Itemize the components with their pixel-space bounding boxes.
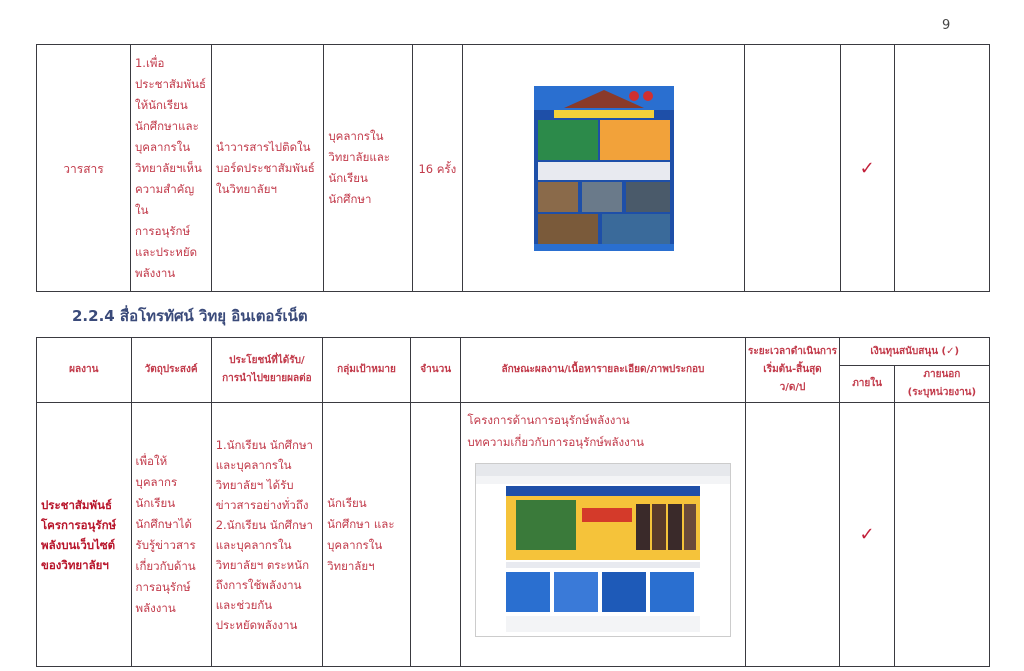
text-line: บุคลากรใน xyxy=(328,129,384,143)
page-number: 9 xyxy=(942,18,951,33)
image-cell xyxy=(463,45,745,292)
internal-funding-cell xyxy=(840,45,894,292)
header-details: ลักษณะผลงาน/เนื้อหารายละเอียด/ภาพประกอบ xyxy=(461,338,745,403)
text-line: และบุคลากรใน xyxy=(215,537,292,552)
checkmark-icon: ✓ xyxy=(859,157,875,179)
text-line: 2.นักเรียน นักศึกษา xyxy=(215,517,313,532)
text-line: บุคลากรใน xyxy=(327,537,383,552)
benefit-cell xyxy=(211,45,323,292)
text-line: บุคลากรใน xyxy=(134,139,191,154)
details-line-1: โครงการด้านการอนุรักษ์พลังงาน xyxy=(467,413,630,427)
text-line: 1.เพื่อ xyxy=(134,55,165,70)
work-text xyxy=(37,495,131,575)
text-line: ในวิทยาลัยฯ xyxy=(215,181,277,196)
text-line: พลังบนเว็บไซต์ xyxy=(41,537,116,552)
text-line: วิทยาลัยฯ ได้รับ xyxy=(215,477,294,492)
period-cell xyxy=(745,45,840,292)
text-line: วิทยาลัยฯ ตระหนัก xyxy=(215,557,310,572)
section-heading: 2.2.4 สื่อโทรทัศน์ วิทยุ อินเตอร์เน็ต xyxy=(72,307,308,325)
text-line: และช่วยกัน xyxy=(215,597,273,612)
benefit-text xyxy=(212,137,323,200)
text-line: นักเรียน xyxy=(327,495,367,510)
work-cell xyxy=(37,403,132,667)
header-funding: เงินทุนสนับสนุน (✓) xyxy=(840,338,990,366)
text-line: โครการอนุรักษ์ xyxy=(41,517,117,532)
text-line: การอนุรักษ์ xyxy=(135,579,191,594)
text-line: รับรู้ข่าวสาร xyxy=(135,537,196,552)
amount-cell xyxy=(410,403,460,667)
header-internal: ภายใน xyxy=(840,366,894,403)
text-line: เพื่อให้ xyxy=(135,453,168,468)
media-table xyxy=(36,337,990,667)
internal-funding-cell xyxy=(840,403,894,667)
text-line: ของวิทยาลัยฯ xyxy=(41,557,109,572)
external-funding-cell xyxy=(894,403,989,667)
amount-label: 16 ครั้ง xyxy=(418,161,457,176)
text-line: ประหยัดพลังงาน xyxy=(215,617,298,632)
objective-cell xyxy=(131,403,211,667)
text-line: ให้นักเรียน xyxy=(134,97,188,112)
text-line: นำวารสารไปติดใน xyxy=(215,139,311,154)
text-line: 1.นักเรียน นักศึกษา xyxy=(215,437,313,452)
benefit-text xyxy=(212,435,322,635)
work-label: วารสาร xyxy=(63,161,104,176)
text-line: ความสำคัญใน xyxy=(134,181,195,217)
target-text xyxy=(323,493,410,577)
header-external: ภายนอก (ระบุหน่วยงาน) xyxy=(894,366,989,403)
text-line: นักศึกษา xyxy=(328,192,372,206)
text-line: ถึงการใช้พลังงาน xyxy=(215,577,302,592)
text-line: วิทยาลัยฯเห็น xyxy=(134,160,202,175)
header-benefit: ประโยชน์ที่ได้รับ/ การนำไปขยายผลต่อ xyxy=(211,338,322,403)
text-line: และประหยัด xyxy=(134,244,198,259)
text-line: นักศึกษาได้ xyxy=(135,516,192,531)
text-line: พลังงาน xyxy=(135,600,176,615)
website-screenshot-image xyxy=(475,463,731,637)
text-line: วิทยาลัยและ xyxy=(328,150,390,164)
text-line: บุคลากร xyxy=(135,474,178,489)
text-line: วิทยาลัยฯ xyxy=(327,558,375,573)
amount-cell xyxy=(412,45,462,292)
text-line: ประชาสัมพันธ์ xyxy=(41,497,112,512)
benefit-cell xyxy=(211,403,322,667)
journal-table xyxy=(36,44,990,292)
header-work: ผลงาน xyxy=(37,338,132,403)
text-line: บอร์ดประชาสัมพันธ์ xyxy=(215,160,315,175)
journal-poster-image xyxy=(534,86,674,251)
external-funding-cell xyxy=(894,45,989,292)
target-cell xyxy=(324,45,412,292)
work-cell xyxy=(37,45,131,292)
text-line: นักศึกษาและ xyxy=(134,118,199,133)
objective-cell xyxy=(130,45,211,292)
header-target: กลุ่มเป้าหมาย xyxy=(323,338,411,403)
text-line: และบุคลากรใน xyxy=(215,457,292,472)
text-line: ข่าวสารอย่างทั่วถึง xyxy=(215,497,309,512)
text-line: เกี่ยวกับด้าน xyxy=(135,558,196,573)
text-line: พลังงาน xyxy=(134,265,176,280)
details-line-2: บทความเกี่ยวกับการอนุรักษ์พลังงาน xyxy=(467,435,645,449)
period-cell xyxy=(745,403,840,667)
text-line: นักเรียน xyxy=(328,171,368,185)
text-line: นักศึกษา และ xyxy=(327,516,395,531)
text-line: การอนุรักษ์ xyxy=(134,223,191,238)
header-objective: วัตถุประสงค์ xyxy=(131,338,211,403)
header-amount: จำนวน xyxy=(410,338,460,403)
target-text xyxy=(324,126,411,210)
header-period: ระยะเวลาดำเนินการ เริ่มต้น-สิ้นสุด ว/ด/ป xyxy=(745,338,840,403)
text-line: ประชาสัมพันธ์ xyxy=(134,76,206,91)
objective-text xyxy=(131,53,211,284)
objective-text xyxy=(132,451,211,619)
checkmark-icon: ✓ xyxy=(859,524,875,545)
target-cell xyxy=(323,403,411,667)
details-cell xyxy=(461,403,745,667)
text-line: นักเรียน xyxy=(135,495,176,510)
